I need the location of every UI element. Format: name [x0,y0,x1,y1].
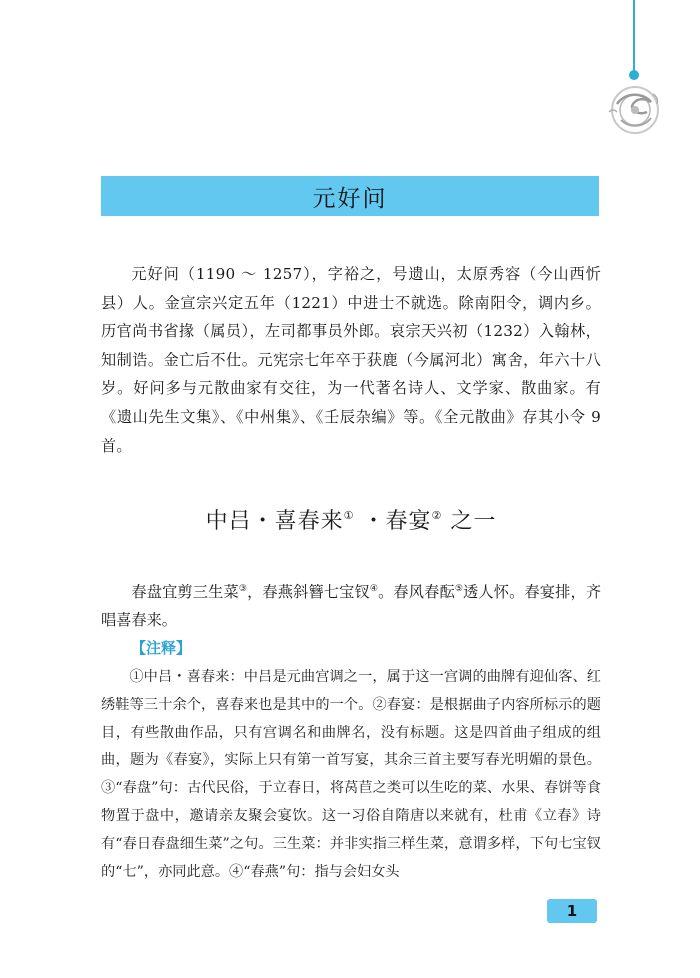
poem-segment: 春盘宜剪三生菜 [131,583,239,601]
poem-title-part: 中吕・喜春来 [205,509,344,534]
poem-segment: ，春燕斜簪七宝钗 [247,583,370,601]
chapter-banner [101,176,599,216]
poem-title-part: 之一 [450,509,497,534]
poem-title [101,504,601,535]
poem-segment: 。春风春酝 [378,583,455,601]
note-mark: ③ [238,584,248,594]
poem-title-part: ・春宴 [362,509,432,534]
poem-text [101,578,601,634]
note-mark: ⑤ [454,584,464,594]
author-title: 元好问 [312,185,388,212]
notes-heading: 【注释】 [131,639,192,657]
author-biography: 元好问（1190 ～ 1257），字裕之，号遗山，太原秀容（今山西忻县）人。金宣宗兴定五年（1221）中进士不就选。除南阳令，调内乡。历官尚书省掾（属员），左司都事员外郎。哀宗天兴初（1232）入翰林，知制诰。金亡后不仕。元宪宗七年卒于获鹿（今属河北）寓舍，年六十八岁。好问多与元散曲家有交往，为一代著名诗人、文学家、散曲家。有《遗山先生文集》、《中州集》、《壬辰杂编》等。《全元散曲》存其小令 9 首。 [101,265,601,455]
note-mark: ① [343,509,355,522]
notes-text: ①中吕・喜春来：中吕是元曲宫调之一，属于这一宫调的曲牌有迎仙客、红绣鞋等三十余个，喜春来也是其中的一个。②春宴：是根据曲子内容所标示的题目，有些散曲作品，只有宫调名和曲牌名，没有标题。这是四首曲子组成的组曲，题为《春宴》，实际上只有第一首写宴，其余三首主要写春光明媚的景色。③“春盘”句：古代民俗，于立春日，将莴苣之类可以生吃的菜、水果、春饼等食物置于盘中，邀请亲友聚会宴饮。这一习俗自隋唐以来就有，杜甫《立春》诗有“春日春盘细生菜”之句。三生菜：并非实指三样生菜，意谓多样，下句七宝钗的“七”，亦同此意。④“春燕”句：指与会妇女头 [101,669,601,880]
page-number: 1 [547,899,597,923]
decorative-dot [629,70,639,80]
note-mark: ② [431,509,443,522]
decorative-vertical-line [633,0,635,72]
poem-segment: 透人怀。春宴排，齐唱喜春来。 [101,583,602,629]
note-mark: ④ [369,584,379,594]
dragon-emblem-icon [603,82,665,138]
